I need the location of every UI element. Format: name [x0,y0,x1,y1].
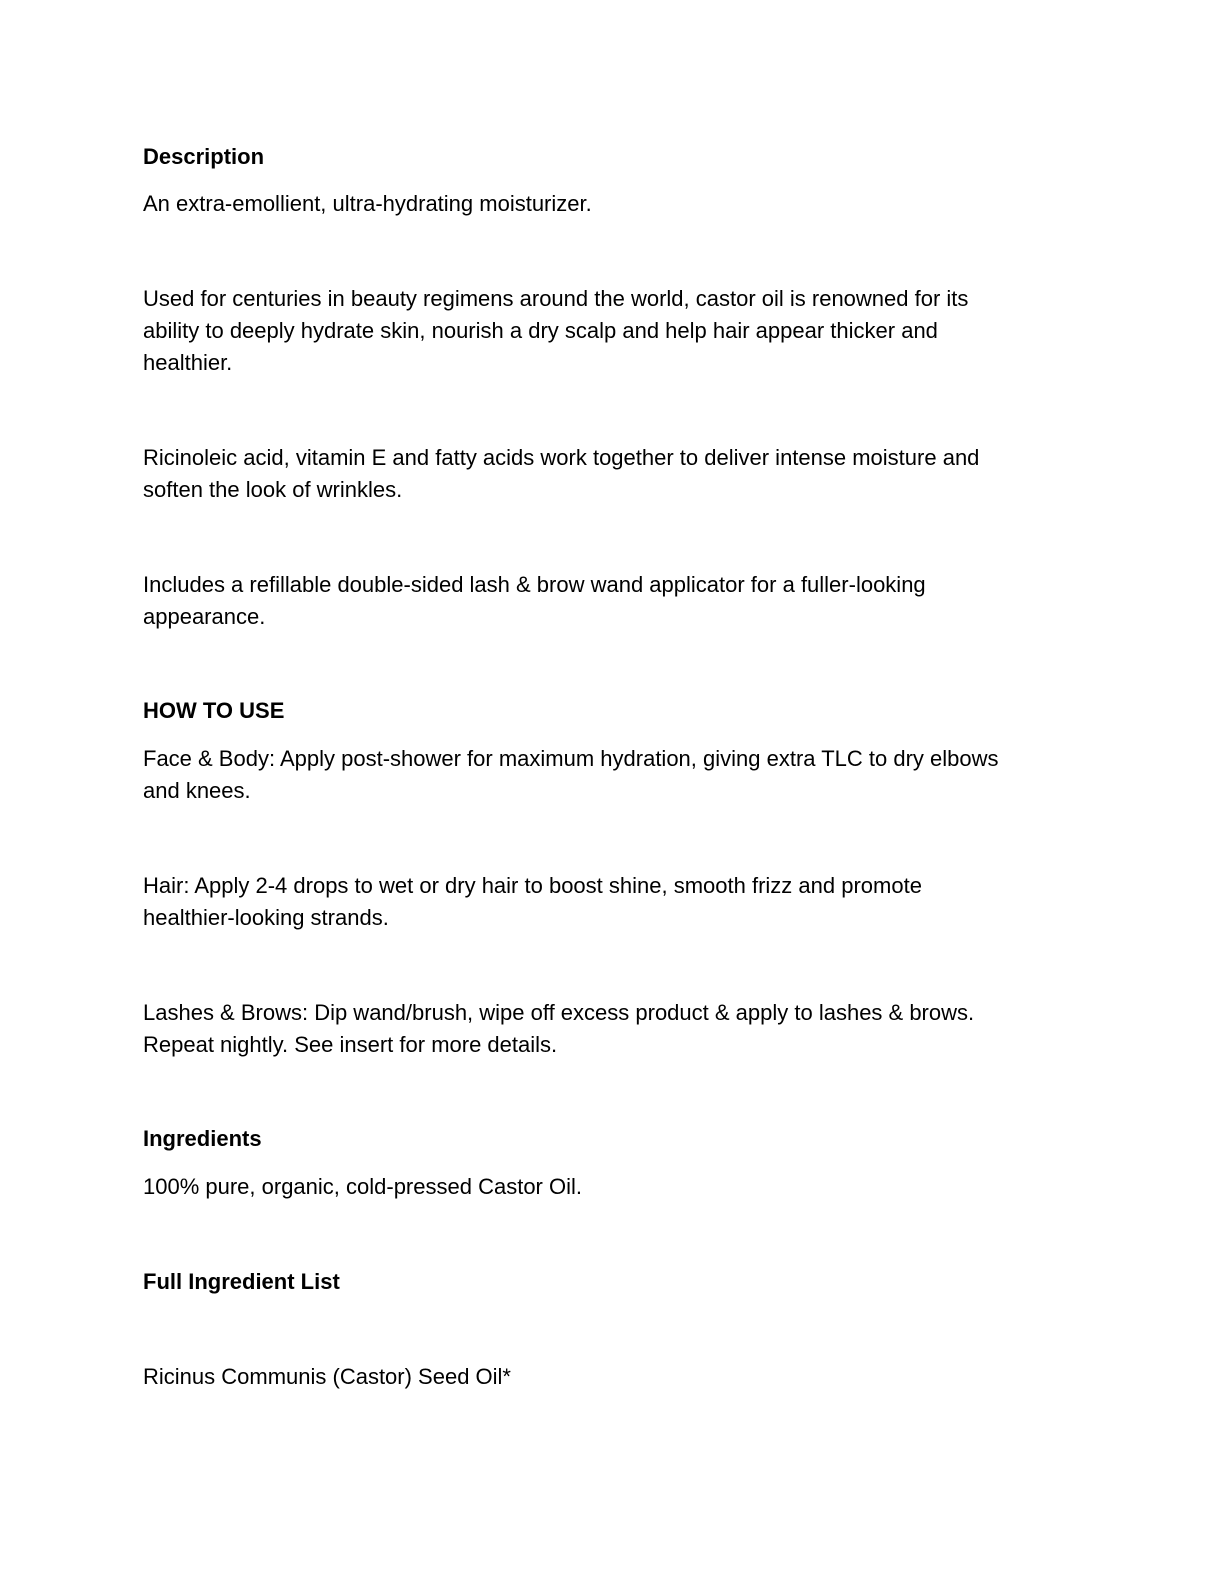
how-to-use-lashes-line-1: Lashes & Brows: Dip wand/brush, wipe off excess product & apply to lashes & brows. [143,1000,975,1025]
description-castor-oil-line-2: ability to deeply hydrate skin, nourish a dry scalp and help hair appear thicker and [143,318,938,343]
ingredients-heading: Ingredients [143,1126,262,1151]
how-to-use-lashes-line-2: Repeat nightly. See insert for more details. [143,1032,558,1057]
description-intro: An extra-emollient, ultra-hydrating moisturizer. [143,191,592,216]
how-to-use-face-body-line-1: Face & Body: Apply post-shower for maximum hydration, giving extra TLC to dry elbows [143,746,999,771]
how-to-use-face-body-line-2: and knees. [143,778,251,803]
how-to-use-hair-line-1: Hair: Apply 2-4 drops to wet or dry hair to boost shine, smooth frizz and promote [143,873,922,898]
full-ingredient-list-text: Ricinus Communis (Castor) Seed Oil* [143,1364,511,1389]
description-wand-line-1: Includes a refillable double-sided lash & brow wand applicator for a fuller-looking [143,572,926,597]
description-castor-oil-line-3: healthier. [143,350,233,375]
how-to-use-heading: HOW TO USE [143,698,285,723]
description-ricinoleic-line-2: soften the look of wrinkles. [143,477,403,502]
description-heading: Description [143,144,265,169]
full-ingredient-list-heading: Full Ingredient List [143,1269,340,1294]
description-wand-line-2: appearance. [143,604,266,629]
description-castor-oil-line-1: Used for centuries in beauty regimens around the world, castor oil is renowned for its [143,286,969,311]
description-ricinoleic-line-1: Ricinoleic acid, vitamin E and fatty acids work together to deliver intense moisture and [143,445,980,470]
ingredients-text: 100% pure, organic, cold-pressed Castor Oil. [143,1174,582,1199]
how-to-use-hair-line-2: healthier-looking strands. [143,905,389,930]
